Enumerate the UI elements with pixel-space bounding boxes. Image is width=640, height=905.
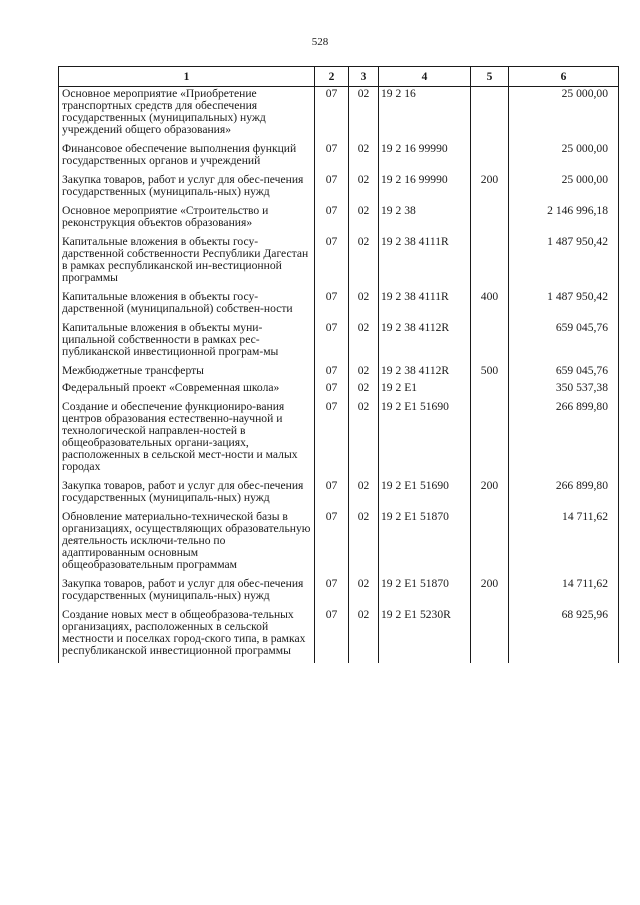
row-amount: 25 000,00 [509, 142, 619, 167]
row-target-code: 19 2 E1 51870 [379, 577, 471, 602]
row-section: 07 [315, 321, 349, 358]
table-row [59, 87, 619, 137]
table-row [59, 173, 619, 198]
row-section: 07 [315, 400, 349, 473]
table-row [59, 204, 619, 229]
row-section: 07 [315, 381, 349, 394]
row-expense-type: 500 [471, 364, 509, 377]
row-name: Межбюджетные трансферты [59, 364, 315, 377]
row-name: Закупка товаров, работ и услуг для обес-печения государственных (муниципаль-ных) нужд [59, 173, 315, 198]
row-target-code: 19 2 E1 51690 [379, 400, 471, 473]
row-target-code: 19 2 E1 [379, 381, 471, 394]
table-row [59, 235, 619, 284]
header-col-2: 2 [315, 67, 349, 87]
table-row [59, 290, 619, 315]
row-name: Создание и обеспечение функциониро-вания центров образования естественно-научной и технологической направлен-ностей в общеобразовательных органи-зациях, расположенных в сельской мест-ности и малых городах [59, 400, 315, 473]
row-name: Капитальные вложения в объекты госу-дарственной собственности Республики Дагестан в рамках республиканской ин-вестиционной программы [59, 235, 315, 284]
row-subsection: 02 [349, 364, 379, 377]
row-section: 07 [315, 87, 349, 137]
table-row [59, 400, 619, 473]
row-name: Закупка товаров, работ и услуг для обес-печения государственных (муниципаль-ных) нужд [59, 479, 315, 504]
table-row [59, 142, 619, 167]
row-subsection: 02 [349, 510, 379, 571]
row-name: Закупка товаров, работ и услуг для обес-печения государственных (муниципаль-ных) нужд [59, 577, 315, 602]
row-subsection: 02 [349, 400, 379, 473]
header-col-6: 6 [509, 67, 619, 87]
row-subsection: 02 [349, 608, 379, 657]
row-expense-type [471, 87, 509, 137]
row-amount: 659 045,76 [509, 364, 619, 377]
row-amount: 266 899,80 [509, 400, 619, 473]
header-col-3: 3 [349, 67, 379, 87]
row-expense-type [471, 321, 509, 358]
row-target-code: 19 2 38 [379, 204, 471, 229]
row-amount: 266 899,80 [509, 479, 619, 504]
row-expense-type [471, 608, 509, 657]
row-expense-type: 200 [471, 173, 509, 198]
row-section: 07 [315, 364, 349, 377]
row-amount: 14 711,62 [509, 510, 619, 571]
row-subsection: 02 [349, 204, 379, 229]
row-name: Обновление материально-технической базы в организациях, осуществляющих образовательную деятельность исключи-тельно по адаптированным основным общеобразовательным программам [59, 510, 315, 571]
row-section: 07 [315, 608, 349, 657]
row-target-code: 19 2 38 4112R [379, 364, 471, 377]
table-row [59, 381, 619, 394]
row-target-code: 19 2 E1 5230R [379, 608, 471, 657]
row-expense-type [471, 510, 509, 571]
row-subsection: 02 [349, 87, 379, 137]
row-target-code: 19 2 38 4111R [379, 290, 471, 315]
row-name: Капитальные вложения в объекты муни-ципальной собственности в рамках рес-публиканской инвестиционной програм-мы [59, 321, 315, 358]
row-target-code: 19 2 16 99990 [379, 142, 471, 167]
row-subsection: 02 [349, 321, 379, 358]
row-subsection: 02 [349, 381, 379, 394]
row-expense-type: 200 [471, 479, 509, 504]
row-target-code: 19 2 16 [379, 87, 471, 137]
row-subsection: 02 [349, 235, 379, 284]
row-name: Создание новых мест в общеобразова-тельных организациях, расположенных в сельской местности и поселках город-ского типа, в рамках республиканской инвестиционной программы [59, 608, 315, 657]
row-expense-type [471, 235, 509, 284]
row-section: 07 [315, 235, 349, 284]
row-section: 07 [315, 577, 349, 602]
row-expense-type [471, 204, 509, 229]
row-section: 07 [315, 290, 349, 315]
row-subsection: 02 [349, 173, 379, 198]
row-amount: 2 146 996,18 [509, 204, 619, 229]
row-name: Основное мероприятие «Приобретение транспортных средств для обеспечения государственных (муниципальных) нужд учреждений общего образования» [59, 87, 315, 137]
table-row [59, 364, 619, 377]
row-expense-type: 400 [471, 290, 509, 315]
row-name: Основное мероприятие «Строительство и реконструкция объектов образования» [59, 204, 315, 229]
row-expense-type: 200 [471, 577, 509, 602]
row-amount: 1 487 950,42 [509, 290, 619, 315]
table-header-row [59, 67, 619, 87]
row-amount: 659 045,76 [509, 321, 619, 358]
row-amount: 350 537,38 [509, 381, 619, 394]
row-amount: 14 711,62 [509, 577, 619, 602]
row-subsection: 02 [349, 577, 379, 602]
row-expense-type [471, 400, 509, 473]
table-row [59, 577, 619, 602]
row-amount: 68 925,96 [509, 608, 619, 657]
row-section: 07 [315, 479, 349, 504]
row-name: Финансовое обеспечение выполнения функций государственных органов и учреждений [59, 142, 315, 167]
row-target-code: 19 2 38 4111R [379, 235, 471, 284]
header-col-1: 1 [59, 67, 315, 87]
page-number: 528 [311, 36, 329, 48]
row-target-code: 19 2 38 4112R [379, 321, 471, 358]
row-target-code: 19 2 E1 51690 [379, 479, 471, 504]
row-amount: 1 487 950,42 [509, 235, 619, 284]
row-expense-type [471, 381, 509, 394]
row-section: 07 [315, 142, 349, 167]
row-section: 07 [315, 510, 349, 571]
row-amount: 25 000,00 [509, 87, 619, 137]
row-target-code: 19 2 E1 51870 [379, 510, 471, 571]
row-subsection: 02 [349, 479, 379, 504]
row-gap [59, 657, 619, 663]
table-row [59, 510, 619, 571]
row-amount: 25 000,00 [509, 173, 619, 198]
row-target-code: 19 2 16 99990 [379, 173, 471, 198]
row-section: 07 [315, 173, 349, 198]
header-col-5: 5 [471, 67, 509, 87]
row-subsection: 02 [349, 290, 379, 315]
row-name: Капитальные вложения в объекты госу-дарственной (муниципальной) собствен-ности [59, 290, 315, 315]
budget-table [58, 66, 619, 663]
table-row [59, 608, 619, 657]
table-row [59, 321, 619, 358]
row-section: 07 [315, 204, 349, 229]
row-name: Федеральный проект «Современная школа» [59, 381, 315, 394]
header-col-4: 4 [379, 67, 471, 87]
table-row [59, 479, 619, 504]
row-subsection: 02 [349, 142, 379, 167]
row-expense-type [471, 142, 509, 167]
